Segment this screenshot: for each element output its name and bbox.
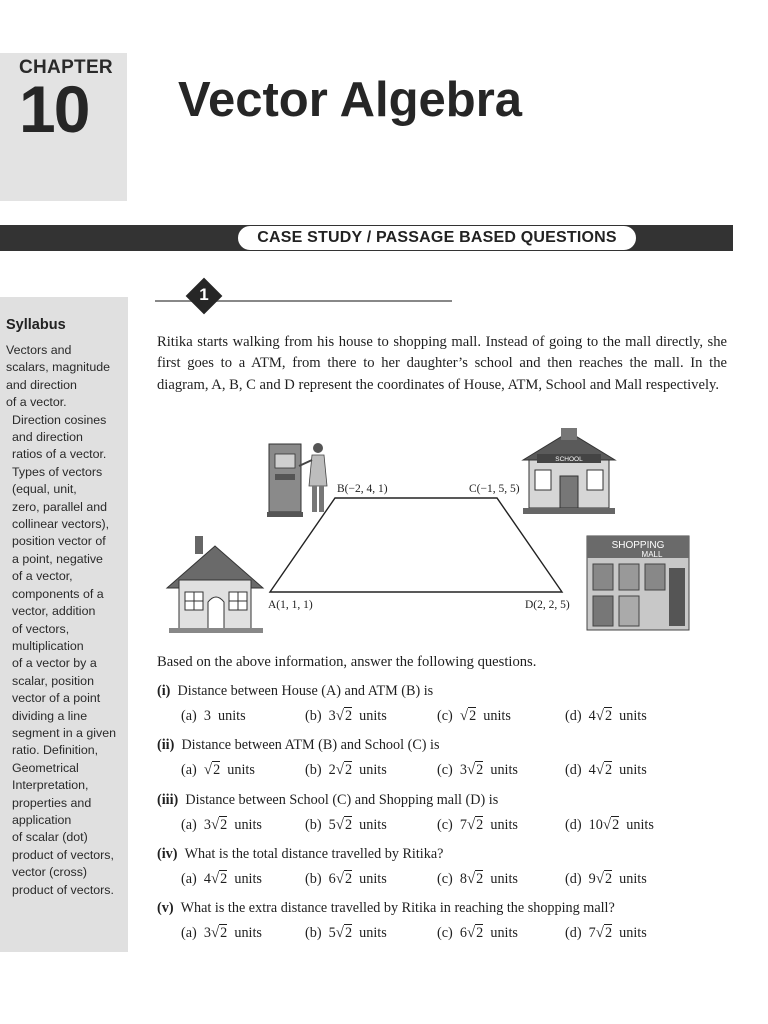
answer-option[interactable] <box>565 762 647 779</box>
option-unit: units <box>234 817 262 833</box>
option-label: (c) <box>437 762 453 778</box>
sqrt-symbol: √2 <box>466 925 484 941</box>
answer-option[interactable] <box>565 871 647 888</box>
question-text: Distance between House (A) and ATM (B) is <box>177 683 434 699</box>
option-coefficient: 8 <box>459 871 467 887</box>
option-radicand: 2 <box>604 708 613 724</box>
answer-option[interactable] <box>565 925 647 942</box>
option-unit: units <box>490 871 518 887</box>
question-num: (iii) <box>157 792 179 808</box>
option-coefficient: 3 <box>203 708 211 724</box>
option-unit: units <box>483 708 511 724</box>
option-coefficient: 4 <box>588 708 596 724</box>
answer-option[interactable] <box>181 925 262 942</box>
syllabus-line: scalars, magnitude <box>6 360 110 375</box>
sqrt-symbol: √2 <box>459 708 477 724</box>
option-label: (a) <box>181 762 197 778</box>
option-radicand: 2 <box>220 925 228 941</box>
point-c-label: C(−1, 5, 5) <box>469 483 520 495</box>
sqrt-symbol: √2 <box>335 925 353 941</box>
option-radicand: 2 <box>604 871 613 887</box>
option-coefficient: 3 <box>203 817 211 833</box>
option-radicand: 2 <box>604 762 613 778</box>
question-number: 1 <box>199 285 209 304</box>
option-label: (a) <box>181 817 197 833</box>
option-radicand: 2 <box>344 871 353 887</box>
syllabus-line: of a vector, <box>12 569 73 584</box>
sqrt-symbol: √2 <box>595 925 613 941</box>
sqrt-symbol: √2 <box>335 762 353 778</box>
syllabus-line: segment in a given <box>12 725 117 740</box>
route-diagram <box>157 428 697 638</box>
answer-option[interactable] <box>437 817 518 834</box>
mall-sign-line2: MALL <box>641 550 663 559</box>
syllabus-line: components of a <box>12 586 104 601</box>
question-text: Distance between ATM (B) and School (C) is <box>181 737 440 753</box>
sqrt-symbol: √2 <box>203 762 221 778</box>
house-illustration <box>167 536 263 633</box>
option-radicand: 2 <box>344 708 353 724</box>
syllabus-line: zero, parallel and <box>12 499 108 514</box>
point-b-label: B(−2, 4, 1) <box>337 483 388 495</box>
question-stem <box>157 900 737 917</box>
option-label: (b) <box>305 762 322 778</box>
question-stem <box>157 737 737 754</box>
sqrt-symbol: √2 <box>335 708 353 724</box>
answer-option[interactable] <box>181 762 255 779</box>
syllabus-line: Direction cosines <box>12 412 107 427</box>
option-coefficient: 4 <box>203 871 211 887</box>
option-unit: units <box>490 925 518 941</box>
option-unit: units <box>359 708 387 724</box>
question-text: What is the extra distance travelled by Ritika in reaching the shopping mall? <box>180 900 615 916</box>
option-coefficient: 4 <box>588 762 596 778</box>
answer-option[interactable] <box>437 925 518 942</box>
option-unit: units <box>359 817 387 833</box>
answer-option[interactable] <box>305 708 387 725</box>
option-label: (d) <box>565 925 582 941</box>
question-item <box>157 900 737 947</box>
option-label: (c) <box>437 817 453 833</box>
answer-option[interactable] <box>305 817 387 834</box>
sqrt-symbol: √2 <box>335 817 353 833</box>
syllabus-line: Types of vectors <box>12 464 103 479</box>
question-stem <box>157 846 737 863</box>
sqrt-symbol: √2 <box>602 817 620 833</box>
option-coefficient: 5 <box>328 925 336 941</box>
answer-option[interactable] <box>437 708 511 725</box>
question-stem <box>157 792 737 809</box>
syllabus-line: of a vector by a <box>12 656 97 671</box>
option-label: (d) <box>565 762 582 778</box>
option-coefficient: 6 <box>459 925 467 941</box>
syllabus-line: Vectors and <box>6 343 72 357</box>
option-radicand: 2 <box>344 817 353 833</box>
option-coefficient: 3 <box>328 708 336 724</box>
option-label: (a) <box>181 708 197 724</box>
sqrt-symbol: √2 <box>210 871 228 887</box>
question-num: (v) <box>157 900 174 916</box>
sqrt-symbol: √2 <box>595 708 613 724</box>
mall-illustration <box>587 536 689 630</box>
option-label: (c) <box>437 708 453 724</box>
option-coefficient: 9 <box>588 871 596 887</box>
sqrt-symbol: √2 <box>595 871 613 887</box>
syllabus-line: dividing a line <box>12 708 88 723</box>
syllabus-line: Geometrical <box>12 760 79 775</box>
answer-option[interactable] <box>181 871 262 888</box>
syllabus-line: and direction <box>6 377 77 392</box>
option-label: (c) <box>437 925 453 941</box>
sqrt-symbol: √2 <box>210 925 228 941</box>
option-unit: units <box>490 817 518 833</box>
syllabus-line: vector, addition <box>12 604 96 619</box>
point-a-label: A(1, 1, 1) <box>268 599 313 611</box>
route-trapezium <box>270 498 562 592</box>
question-item <box>157 846 737 893</box>
option-unit: units <box>626 817 654 833</box>
sqrt-symbol: √2 <box>210 817 228 833</box>
answer-option[interactable] <box>565 708 647 725</box>
syllabus-line: of a vector. <box>6 395 67 410</box>
syllabus-line: position vector of <box>12 534 106 549</box>
option-unit: units <box>359 871 387 887</box>
questions-prompt: Based on the above information, answer the following questions. <box>157 654 537 670</box>
answer-option[interactable] <box>181 817 262 834</box>
option-radicand: 2 <box>344 925 353 941</box>
option-label: (a) <box>181 871 197 887</box>
syllabus-line: Interpretation, <box>12 778 89 793</box>
answer-option[interactable] <box>305 762 387 779</box>
option-radicand: 2 <box>476 871 484 887</box>
option-unit: units <box>619 871 647 887</box>
answer-option[interactable] <box>565 817 654 834</box>
option-coefficient: 7 <box>588 925 596 941</box>
option-radicand: 2 <box>612 817 620 833</box>
option-unit: units <box>234 871 262 887</box>
option-label: (b) <box>305 871 322 887</box>
option-unit: units <box>619 708 647 724</box>
option-label: (b) <box>305 925 322 941</box>
option-label: (b) <box>305 708 322 724</box>
point-d-label: D(2, 2, 5) <box>525 599 570 611</box>
syllabus-line: scalar, position <box>12 673 94 688</box>
sqrt-symbol: √2 <box>466 871 484 887</box>
question-item <box>157 737 737 784</box>
question-num: (i) <box>157 683 171 699</box>
option-unit: units <box>234 925 262 941</box>
option-label: (c) <box>437 871 453 887</box>
school-illustration <box>523 428 615 514</box>
question-item <box>157 792 737 839</box>
option-label: (b) <box>305 817 322 833</box>
sqrt-symbol: √2 <box>595 762 613 778</box>
chapter-number: 10 <box>19 72 89 146</box>
option-radicand: 2 <box>469 708 477 724</box>
chapter-title: Vector Algebra <box>178 73 523 127</box>
question-num: (iv) <box>157 846 178 862</box>
option-radicand: 2 <box>220 817 228 833</box>
option-coefficient: 3 <box>459 762 467 778</box>
passage-text: Ritika starts walking from his house to shopping mall. Instead of going to the mall directly, she first goes to a ATM, from there to her daughter’s school and then reaches the mall. In the diagram, A, B, C and D represent the coordinates of House, ATM, School and Mall respectively. <box>157 334 727 393</box>
sqrt-symbol: √2 <box>466 817 484 833</box>
syllabus-line: collinear vectors), <box>12 517 110 532</box>
answer-option[interactable] <box>305 871 387 888</box>
syllabus-line: application <box>12 812 72 827</box>
option-unit: units <box>359 762 387 778</box>
syllabus-line: properties and <box>12 795 92 810</box>
option-coefficient: 6 <box>328 871 336 887</box>
syllabus-line: a point, negative <box>12 551 103 566</box>
atm-illustration <box>267 443 327 517</box>
option-coefficient: 2 <box>328 762 336 778</box>
mall-sign-line1: SHOPPING <box>611 540 665 551</box>
answer-option[interactable] <box>181 708 246 725</box>
option-coefficient: 3 <box>203 925 211 941</box>
option-radicand: 2 <box>604 925 613 941</box>
syllabus-line: product of vectors. <box>12 882 114 897</box>
option-radicand: 2 <box>344 762 353 778</box>
syllabus-sidebar <box>0 297 128 952</box>
syllabus-line: vector (cross) <box>12 865 88 880</box>
answer-option[interactable] <box>437 762 518 779</box>
syllabus-title: Syllabus <box>6 317 66 333</box>
sqrt-symbol: √2 <box>466 762 484 778</box>
syllabus-line: ratios of a vector. <box>12 447 107 462</box>
question-text: What is the total distance travelled by Ritika? <box>184 846 444 862</box>
option-radicand: 2 <box>213 762 221 778</box>
question-num: (ii) <box>157 737 175 753</box>
option-label: (d) <box>565 817 582 833</box>
syllabus-line: of vectors, <box>12 621 70 636</box>
question-text: Distance between School (C) and Shopping mall (D) is <box>185 792 499 808</box>
syllabus-line: vector of a point <box>12 691 101 706</box>
syllabus-line: multiplication <box>12 638 84 653</box>
section-band-label: CASE STUDY / PASSAGE BASED QUESTIONS <box>237 225 637 251</box>
school-sign: SCHOOL <box>555 456 583 463</box>
chapter-label: CHAPTER <box>19 57 113 78</box>
option-radicand: 2 <box>476 762 484 778</box>
option-unit: units <box>490 762 518 778</box>
sqrt-symbol: √2 <box>335 871 353 887</box>
syllabus-line: ratio. Definition, <box>12 743 99 758</box>
question-stem <box>157 683 737 700</box>
syllabus-line: (equal, unit, <box>12 482 77 497</box>
option-coefficient: 5 <box>328 817 336 833</box>
answer-option[interactable] <box>437 871 518 888</box>
syllabus-line: product of vectors, <box>12 847 114 862</box>
option-radicand: 2 <box>476 817 484 833</box>
syllabus-line: and direction <box>12 430 83 445</box>
option-coefficient: 7 <box>459 817 467 833</box>
option-label: (d) <box>565 708 582 724</box>
option-coefficient: 10 <box>588 817 603 833</box>
option-label: (d) <box>565 871 582 887</box>
option-unit: units <box>619 762 647 778</box>
option-unit: units <box>619 925 647 941</box>
option-radicand: 2 <box>476 925 484 941</box>
syllabus-text <box>6 342 128 899</box>
option-unit: units <box>227 762 255 778</box>
option-radicand: 2 <box>220 871 228 887</box>
option-unit: units <box>218 708 246 724</box>
syllabus-line: of scalar (dot) <box>12 830 88 845</box>
question-item <box>157 683 737 730</box>
answer-option[interactable] <box>305 925 387 942</box>
option-unit: units <box>359 925 387 941</box>
option-label: (a) <box>181 925 197 941</box>
